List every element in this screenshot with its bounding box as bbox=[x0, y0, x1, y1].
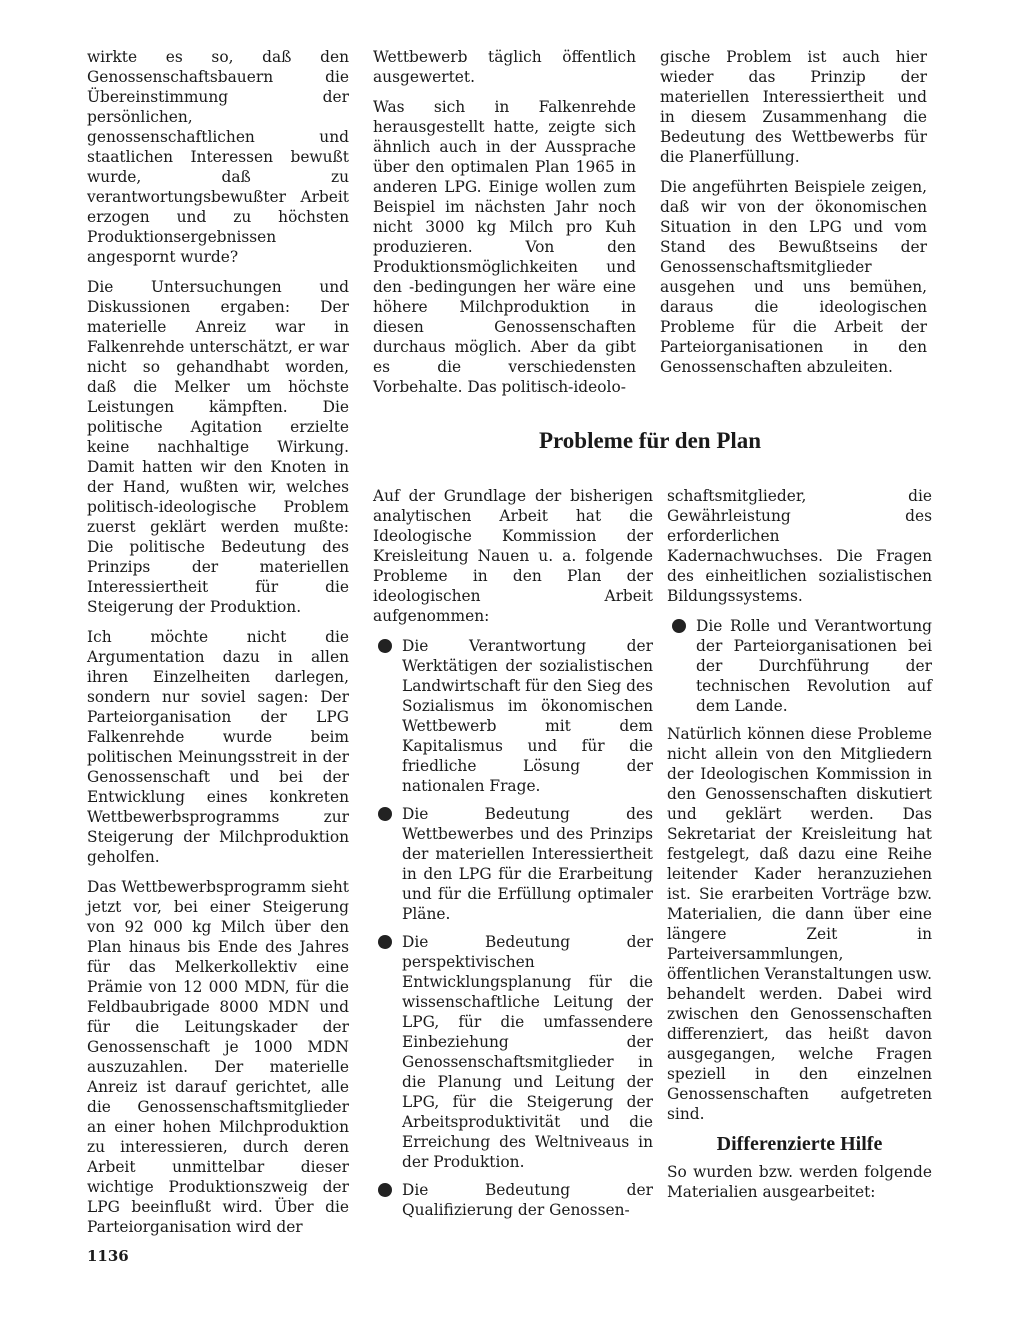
paragraph: So wurden bzw. werden folgende Materialien ausgearbeitet: bbox=[667, 1163, 932, 1201]
bullet-icon bbox=[378, 1183, 392, 1197]
column-4 bbox=[373, 486, 653, 1228]
paragraph: Was sich in Falkenrehde herausgestellt hatte, zeigte sich ähnlich auch in der Aussprache über den optimalen Plan 1965 in anderen LPG. Einige wollen zum Beispiel im nächsten Jahr noch nicht 3000 kg Milch pro Kuh produzieren. Von den Produktionsmöglichkeiten und den -bedingungen her wäre eine höhere Milchproduktion in diesen Genossenschaften durchaus möglich. Aber da gibt es die verschiedensten Vorbehalte. Das politisch-ideolo- bbox=[373, 98, 636, 396]
list-item-text: Die Rolle und Verantwortung der Parteiorganisationen bei der Durchführung der technischen Revolution auf dem Lande. bbox=[696, 617, 932, 715]
section-heading: Probleme für den Plan bbox=[538, 428, 762, 453]
list-item bbox=[373, 932, 653, 1172]
paragraph: Auf der Grundlage der bisherigen analytischen Arbeit hat die Ideologische Kommission der Kreisleitung Nauen u. a. folgende Probleme in den Plan der ideologischen Arbeit aufgenommen: bbox=[373, 487, 653, 625]
paragraph: Wettbewerb täglich öffentlich ausgewertet. bbox=[373, 48, 636, 86]
list-item-text: Die Bedeutung der perspektivischen Entwicklungsplanung für die wissenschaftliche Leitung der LPG, für die umfassendere Einbeziehung der Genossenschaftsmitglieder in die Planung und Leitung der LPG, für die Steigerung der Arbeitsproduktivität und die Erreichung des Weltniveaus in der Produktion. bbox=[402, 933, 653, 1171]
paragraph: Die angeführten Beispiele zeigen, daß wir von der ökonomischen Situation in den LPG und vom Stand des Bewußtseins der Genossenschaftsmitglieder ausgehen und uns bemühen, daraus die ideologischen Probleme für die Arbeit der Parteiorganisationen in den Genossenschaften abzuleiten. bbox=[660, 178, 927, 376]
paragraph: wirkte es so, daß den Genossenschaftsbauern die Übereinstimmung der persönlichen, genossenschaftlichen und staatlichen Interessen bewußt wurde, daß zu verantwortungsbewußter Arbeit erzogen und zu höchsten Produktionsergebnissen angespornt wurde? bbox=[87, 48, 349, 266]
column-1 bbox=[87, 47, 349, 1247]
page-number: 1136 bbox=[87, 1247, 129, 1265]
paragraph: Das Wettbewerbsprogramm sieht jetzt vor, bei einer Steigerung von 92 000 kg Milch über den Plan hinaus bis Ende des Jahres für das Melkerkollektiv eine Prämie von 12 000 MDN, für die Feldbaubrigade 8000 MDN und für die Leitungskader der Genossenschaft je 1000 MDN auszuzahlen. Der materielle Anreiz ist darauf gerichtet, alle die Genossenschaftsmitglieder an einer hohen Milchproduktion zu interessieren, durch deren Arbeit unmittelbar dieser wichtige Produktionszweig der LPG beeinflußt wird. Über die Parteiorganisation wird der bbox=[87, 878, 349, 1236]
column-3 bbox=[660, 47, 927, 387]
column-2 bbox=[373, 47, 636, 407]
list-item-text: Die Verantwortung der Werktätigen der sozialistischen Landwirtschaft für den Sieg des Sozialismus im ökonomischen Wettbewerb mit dem Kapitalismus und für die friedliche Lösung der nationalen Frage. bbox=[402, 637, 653, 795]
bullet-icon bbox=[378, 935, 392, 949]
paragraph: Natürlich können diese Probleme nicht allein von den Mitgliedern der Ideologischen Kommission in den Genossenschaften diskutiert und geklärt werden. Das Sekretariat der Kreisleitung hat festgelegt, daß dazu eine Reihe leitender Kader heranzuziehen ist. Sie erarbeiten Vorträge bzw. Materialien, die dann über eine längere Zeit in Parteiversammlungen, öffentlichen Veranstaltungen usw. behandelt werden. Dabei wird zwischen den Genossenschaften differenziert, das heißt davon ausgegangen, welche Fragen speziell in den einzelnen Genossenschaften aufgetreten sind. bbox=[667, 725, 932, 1123]
list-item bbox=[373, 1180, 653, 1220]
list-item-text: Die Bedeutung des Wettbewerbes und des Prinzips der materiellen Interessiertheit in den LPG für die Erarbeitung und für die Erfüllung optimaler Pläne. bbox=[402, 805, 653, 923]
bullet-icon bbox=[378, 639, 392, 653]
paragraph: Die Untersuchungen und Diskussionen ergaben: Der materielle Anreiz war in Falkenrehde unterschätzt, er war nicht so gehandhabt worden, daß die Melker um höchste Leistungen kämpften. Die politische Agitation erzielte keine nachhaltige Wirkung. Damit hatten wir den Knoten in der Hand, wußten wir, welches politisch-ideologische Problem zuerst geklärt werden mußte: Die politische Bedeutung des Prinzips der materiellen Interessiertheit für die Steigerung der Produktion. bbox=[87, 278, 349, 616]
paragraph: Ich möchte nicht die Argumentation dazu in allen ihren Einzelheiten darlegen, sondern nur soviel sagen: Der Parteiorganisation der LPG Falkenrehde wurde beim politischen Meinungsstreit in der Genossenschaft und bei der Entwicklung eines konkreten Wettbewerbsprogramms zur Steigerung der Milchproduktion geholfen. bbox=[87, 628, 349, 866]
bullet-icon bbox=[672, 619, 686, 633]
paragraph: schaftsmitglieder, die Gewährleistung des erforderlichen Kadernachwuchses. Die Fragen des einheitlichen sozialistischen Bildungssystems. bbox=[667, 487, 932, 605]
list-item bbox=[373, 804, 653, 924]
bullet-icon bbox=[378, 807, 392, 821]
list-item bbox=[667, 616, 932, 716]
paragraph: gische Problem ist auch hier wieder das Prinzip der materiellen Interessiertheit und in diesem Zusammenhang die Bedeutung des Wettbewerbs für die Planerfüllung. bbox=[660, 48, 927, 166]
list-item bbox=[373, 636, 653, 796]
column-5 bbox=[667, 486, 932, 1212]
list-item-text: Die Bedeutung der Qualifizierung der Genossen- bbox=[402, 1181, 653, 1219]
subsection-heading: Differenzierte Hilfe bbox=[716, 1133, 883, 1155]
